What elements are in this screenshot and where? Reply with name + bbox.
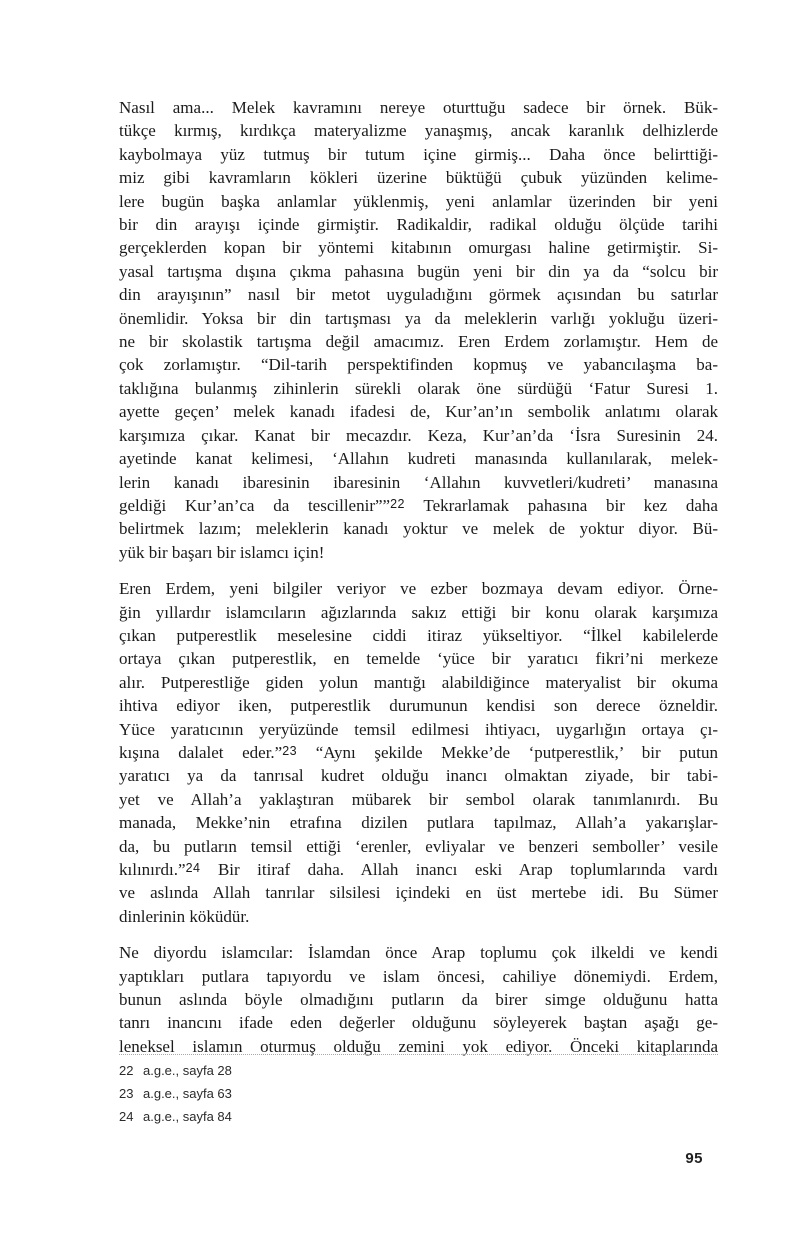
footnote-text: a.g.e., sayfa 84 bbox=[143, 1109, 232, 1124]
text-line: çıkan putperestlik meselesine ciddi itiraz yükseltiyor. “İlkel kabilelerde bbox=[119, 625, 718, 645]
page-number: 95 bbox=[685, 1150, 703, 1167]
text-line: yük bir başarı bir islamcı için! bbox=[119, 542, 325, 562]
text-line: Nasıl ama... Melek kavramını nereye oturttuğu sadece bir örnek. Bük- bbox=[119, 98, 718, 117]
footnote-text: a.g.e., sayfa 28 bbox=[143, 1063, 232, 1078]
text-line: ne bir skolastik tartışma değil amacımız. Eren Erdem zorlamıştır. Hem de bbox=[119, 332, 718, 352]
footnote-text: a.g.e., sayfa 63 bbox=[143, 1086, 232, 1101]
text-line: dinlerinin köküdür. bbox=[119, 906, 250, 926]
text-line: kılınırdı.”$^{24}$ Bir itiraf daha. Allah inancı eski Arap toplumlarında vardı bbox=[119, 860, 718, 879]
text-block bbox=[119, 96, 718, 1058]
text-line: Yüce yaratıcının yeryüzünde temsil edilmesi ihtiyacı, uygarlığın ortaya çı- bbox=[119, 719, 718, 739]
footnote-number: 23 bbox=[119, 1086, 134, 1101]
footnote bbox=[119, 1064, 718, 1078]
footnote bbox=[119, 1087, 718, 1101]
paragraph bbox=[119, 577, 718, 928]
text-line: alır. Putperestliğe giden yolun mantığı alabildiğince materyalist bir okuma bbox=[119, 672, 718, 692]
footnote-ref: 23 bbox=[282, 743, 298, 758]
text-line: yet ve Allah’a yaklaştıran mübarek bir sembol olarak tanımlanırdı. Bu bbox=[119, 789, 718, 809]
text-line: tükçe kırmış, kırdıkça materyalizme yanaşmış, ancak karanlık delhizlerde bbox=[119, 121, 718, 141]
text-line: tanrı inancını ifade eden değerler olduğunu söyleyerek baştan aşağı ge- bbox=[119, 1013, 718, 1033]
text-line: manada, Mekke’nin etrafına dizilen putlara tapılmaz, Allah’a yakarışlar- bbox=[119, 813, 718, 833]
text-line: geldiği Kur’an’ca da tescillenir””$^{22}$ Tekrarlamak pahasına bir kez daha bbox=[119, 495, 718, 515]
text-line: gerçeklerden kopan bir yöntemi kitabının omurgası haline getirmiştir. Si- bbox=[119, 238, 718, 258]
text-line: bunun aslında böyle olmadığını putların da birer simge olduğunu hatta bbox=[119, 990, 718, 1010]
text-line: lerin kanadı ibaresinin ibaresinin ‘Allahın kuvvetleri/kudreti’ manasına bbox=[119, 472, 718, 492]
paragraph bbox=[119, 941, 718, 1058]
text-line: belirtmek lazım; meleklerin kanadı yoktur ve melek de yoktur diyor. Bü- bbox=[119, 519, 718, 539]
footnotes-section bbox=[119, 1054, 718, 1124]
footnote-number: 22 bbox=[119, 1063, 134, 1078]
text-line: ihtiva ediyor iken, putperestlik durumunun kendisi son derece özneldir. bbox=[119, 696, 718, 716]
text-line: ve aslında Allah tanrılar silsilesi içindeki en üst mertebe idi. Bu Sümer bbox=[119, 883, 718, 903]
text-line: yasal tartışma dışına çıkma pahasına bugün yeni bir din ya da “solcu bir bbox=[119, 261, 718, 281]
text-line: yaptıkları putlara tapıyordu ve islam öncesi, cahiliye dönemiydi. Erdem, bbox=[119, 966, 718, 986]
text-line: leneksel islamın oturmuş olduğu zemini yok ediyor. Önceki kitaplarında bbox=[119, 1036, 718, 1056]
footnote-number: 24 bbox=[119, 1109, 134, 1124]
text-line: da, bu putların temsil ettiği ‘erenler, evliyalar ve benzeri semboller’ vesile bbox=[119, 836, 718, 856]
text-line: Eren Erdem, yeni bilgiler veriyor ve ezber bozmaya devam ediyor. Örne- bbox=[119, 579, 718, 599]
text-line: miz gibi kavramların kökleri üzerine büktüğü çubuk yüzünden kelime- bbox=[119, 168, 718, 188]
text-line: din arayışının” nasıl bir metot uyguladığını görmek açısından bu satırlar bbox=[119, 285, 718, 305]
text-line: kışına dalalet eder.”$^{23}$ “Aynı şekilde Mekke’de ‘putperestlik,’ bir putun bbox=[119, 742, 718, 762]
text-line: ayette geçen’ melek kanadı ifadesi de, Kur’an’ın sembolik anlatımı olarak bbox=[119, 402, 718, 422]
footnote-ref: 22 bbox=[390, 496, 405, 511]
text-line: kaybolmaya yüz tutmuş bir tutum içine girmiş... Daha önce belirttiği- bbox=[119, 144, 718, 164]
text-line: önemlidir. Yoksa bir din tartışması ya da meleklerin varlığı yokluğu üzeri- bbox=[119, 308, 718, 328]
text-line: lere bugün başka anlamlar yüklenmiş, yeni anlamlar üzerinden bir yeni bbox=[119, 191, 718, 211]
text-line: yaratıcı ya da tanrısal kudret olduğu inancı olmaktan ziyade, bir tabi- bbox=[119, 766, 718, 786]
paragraph bbox=[119, 96, 718, 564]
text-line: bir din arayışı içinde girmiştir. Radikaldir, radikal olduğu ölçüde tarihi bbox=[119, 215, 718, 235]
text-line: çok zorlamıştır. “Dil-tarih perspektifinden kopmuş ve yabancılaşma ba- bbox=[119, 355, 718, 375]
text-line: karşımıza çıkar. Kanat bir mecazdır. Keza, Kur’an’da ‘İsra Suresinin 24. bbox=[119, 425, 718, 445]
footnote-ref: 24 bbox=[185, 861, 201, 875]
footnote-divider bbox=[119, 1054, 718, 1055]
text-line: taklığına bulanmış zihinlerin sürekli olarak öne sürdüğü ‘Fatur Suresi 1. bbox=[119, 378, 718, 398]
footnote bbox=[119, 1110, 718, 1124]
text-line: ğin yıllardır islamcıların ağızlarında sakız ettiği bir konu olarak karşımıza bbox=[119, 602, 718, 622]
text-line: Ne diyordu islamcılar: İslamdan önce Arap toplumu çok ilkeldi ve kendi bbox=[119, 943, 718, 963]
text-line: ortaya çıkan putperestlik, en temelde ‘yüce bir yaratıcı fikri’ni merkeze bbox=[119, 649, 718, 669]
text-line: ayetinde kanat kelimesi, ‘Allahın kudreti manasında kullanılarak, melek- bbox=[119, 449, 718, 469]
